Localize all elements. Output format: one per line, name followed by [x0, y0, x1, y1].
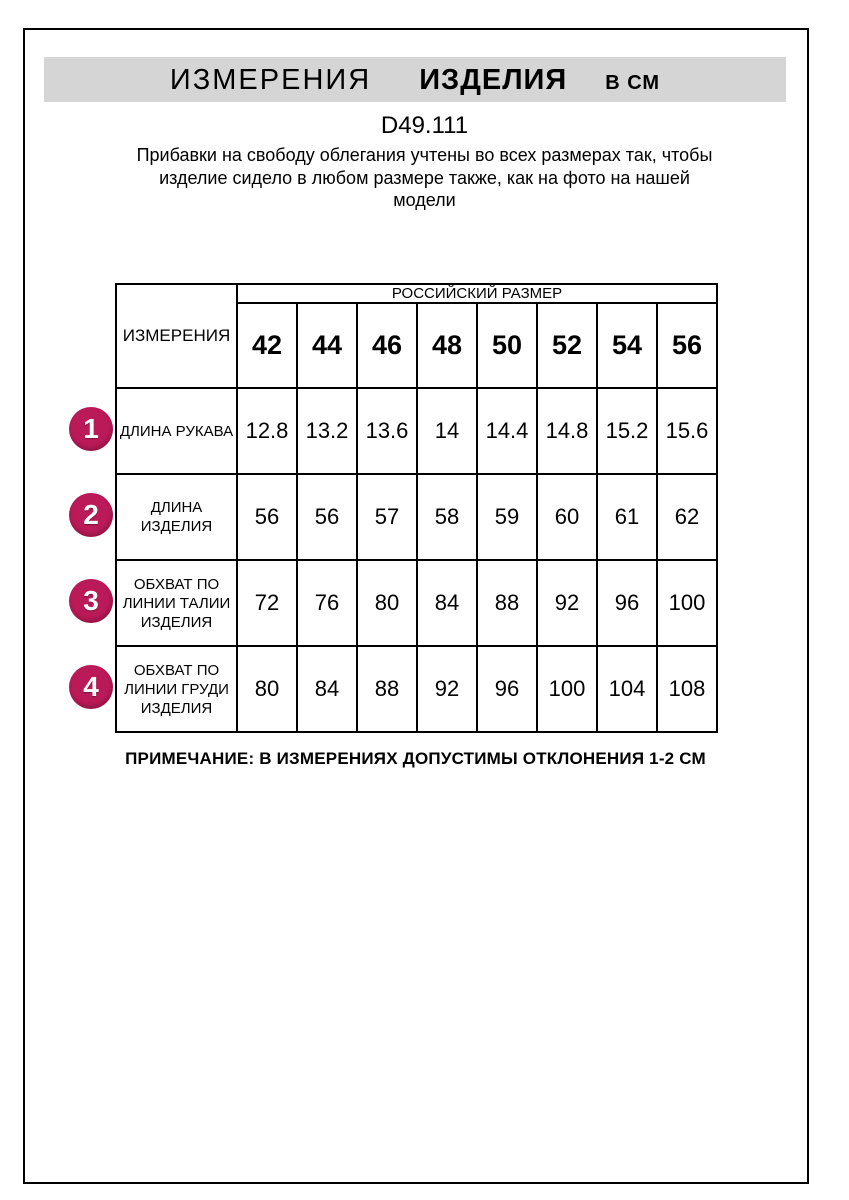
tolerance-note: ПРИМЕЧАНИЕ: В ИЗМЕРЕНИЯХ ДОПУСТИМЫ ОТКЛОНЕНИЯ 1-2 СМ [125, 749, 706, 768]
cell-value: 80 [357, 560, 417, 646]
row-number: 4 [83, 671, 99, 702]
cell-value: 60 [537, 474, 597, 560]
measurements-table [115, 283, 718, 733]
cell-value: 12.8 [237, 388, 297, 474]
cell-value: 59 [477, 474, 537, 560]
fit-description-line: модели [393, 190, 456, 210]
row-number-badge-3 [69, 579, 113, 623]
cell-value: 15.2 [597, 388, 657, 474]
row-label-line: ЛИНИИ ГРУДИ [124, 680, 229, 698]
cell-value: 84 [297, 646, 357, 732]
cell-value: 88 [477, 560, 537, 646]
cell-value: 100 [657, 560, 717, 646]
cell-value: 72 [237, 560, 297, 646]
cell-value: 88 [357, 646, 417, 732]
row-label [116, 388, 237, 474]
cell-value: 56 [297, 474, 357, 560]
table-row-product-length [116, 474, 717, 560]
fit-description-line: изделие сидело в любом размере также, как на фото на нашей [159, 167, 690, 188]
cell-value: 62 [657, 474, 717, 560]
table-row-waist-girth [116, 560, 717, 646]
cell-value: 108 [657, 646, 717, 732]
row-label-line: ДЛИНА [150, 499, 203, 516]
row-label-line: ИЗДЕЛИЯ [140, 518, 213, 535]
cell-value: 15.6 [657, 388, 717, 474]
size-col-header: 46 [357, 303, 417, 388]
row-number-badge-2 [69, 493, 113, 537]
cell-value: 96 [597, 560, 657, 646]
cell-value: 84 [417, 560, 477, 646]
cell-value: 14 [417, 388, 477, 474]
size-col-header: 54 [597, 303, 657, 388]
size-group-header: РОССИЙСКИЙ РАЗМЕР [237, 284, 717, 303]
product-code: D49.111 [380, 112, 469, 139]
row-number: 1 [83, 413, 99, 444]
cell-value: 100 [537, 646, 597, 732]
size-col-header: 52 [537, 303, 597, 388]
cell-value: 13.2 [297, 388, 357, 474]
size-col-header: 44 [297, 303, 357, 388]
row-number-badge-1 [69, 407, 113, 451]
header-bar [44, 57, 786, 102]
cell-value: 104 [597, 646, 657, 732]
fit-description-line: Прибавки на свободу облегания учтены во всех размерах так, чтобы [136, 145, 713, 165]
size-col-header: 56 [657, 303, 717, 388]
size-col-header: 48 [417, 303, 477, 388]
row-number-badge-4 [69, 665, 113, 709]
cell-value: 92 [417, 646, 477, 732]
table-row-chest-girth [116, 646, 717, 732]
cell-value: 14.8 [537, 388, 597, 474]
table-row-sleeve-length [116, 388, 717, 474]
table-corner-header: ИЗМЕРЕНИЯ [116, 284, 237, 388]
cell-value: 14.4 [477, 388, 537, 474]
row-label [116, 474, 237, 560]
fit-description [104, 144, 745, 212]
cell-value: 80 [237, 646, 297, 732]
row-number: 3 [83, 585, 99, 616]
header-word-units: В СМ [605, 72, 661, 94]
row-label [116, 646, 237, 732]
row-label-line: ИЗДЕЛИЯ [140, 699, 213, 717]
cell-value: 58 [417, 474, 477, 560]
row-number: 2 [83, 499, 99, 530]
header-word-measurements: ИЗМЕРЕНИЯ [169, 64, 372, 96]
cell-value: 56 [237, 474, 297, 560]
size-col-header: 50 [477, 303, 537, 388]
row-label-line: ОБХВАТ ПО [133, 661, 220, 679]
cell-value: 57 [357, 474, 417, 560]
row-label-line: ЛИНИИ ТАЛИИ [122, 594, 231, 612]
header-word-product: ИЗДЕЛИЯ [419, 64, 568, 96]
row-label [116, 560, 237, 646]
cell-value: 92 [537, 560, 597, 646]
cell-value: 96 [477, 646, 537, 732]
row-label-line: ДЛИНА РУКАВА [119, 422, 234, 440]
cell-value: 61 [597, 474, 657, 560]
cell-value: 13.6 [357, 388, 417, 474]
row-label-line: ОБХВАТ ПО [133, 575, 220, 593]
cell-value: 76 [297, 560, 357, 646]
size-col-header: 42 [237, 303, 297, 388]
row-label-line: ИЗДЕЛИЯ [140, 613, 213, 631]
